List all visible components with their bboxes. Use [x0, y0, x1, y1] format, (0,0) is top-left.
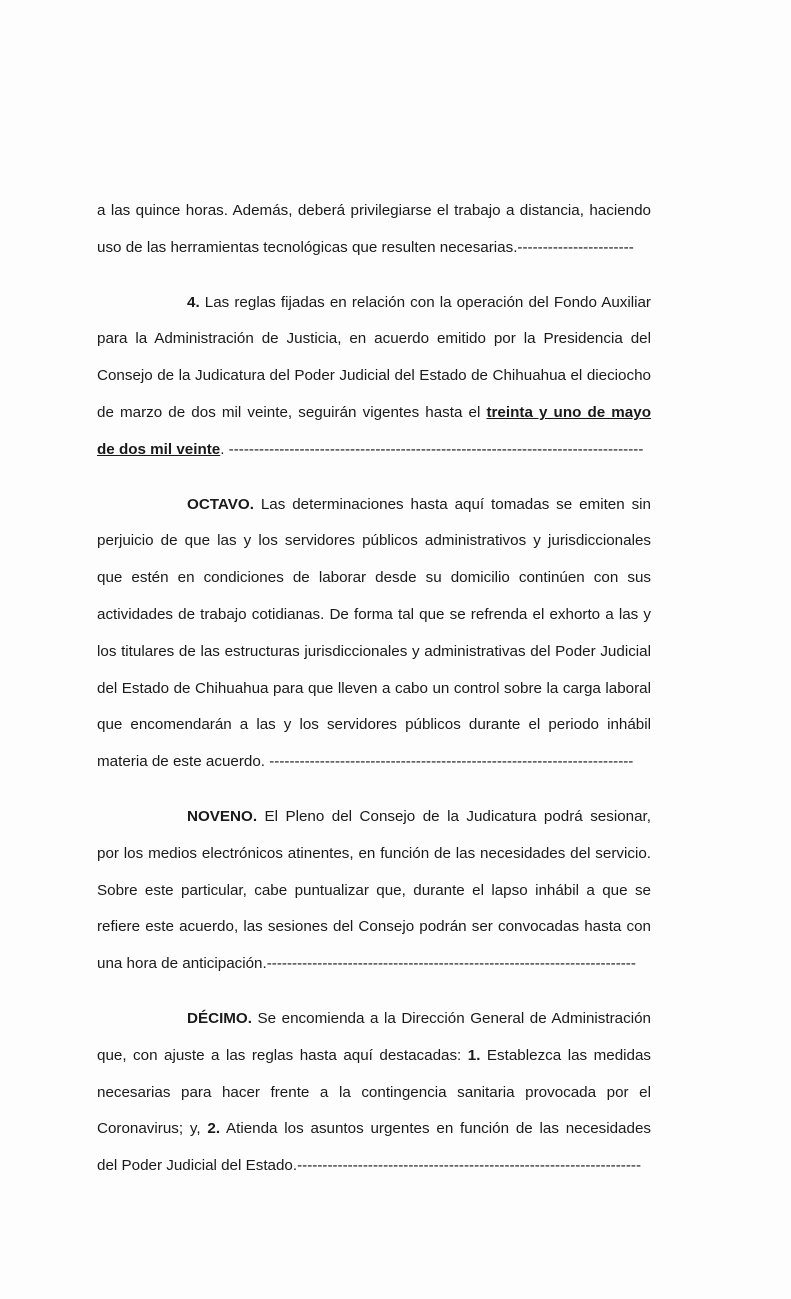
- text-span: El Pleno del Consejo de la Judicatura podrá sesionar,: [257, 807, 651, 825]
- text-line: del Poder Judicial del Estado.--------------------------------------------------------------------: [97, 1157, 642, 1175]
- text-span: que, con ajuste a las reglas hasta aquí destacadas:: [97, 1046, 468, 1064]
- text-span: Las reglas fijadas en relación con la operación del Fondo Auxiliar: [199, 293, 651, 311]
- text-line: [97, 291, 651, 328]
- emphasized-date: treinta y uno de mayo: [486, 403, 651, 421]
- text-line: actividades de trabajo cotidianas. De forma tal que se refrenda el exhorto a las y: [97, 605, 651, 623]
- text-line: [97, 401, 651, 438]
- text-line: una hora de anticipación.-------------------------------------------------------------------------: [97, 955, 636, 973]
- text-line: materia de este acuerdo. ------------------------------------------------------------------------: [97, 753, 634, 771]
- text-line: [97, 438, 651, 475]
- text-line: uso de las herramientas tecnológicas que resulten necesarias.-----------------------: [97, 238, 634, 256]
- text-line: a las quince horas. Además, deberá privilegiarse el trabajo a distancia, haciendo: [97, 202, 651, 219]
- text-line: [97, 1007, 651, 1044]
- text-line: [97, 493, 651, 530]
- text-line: Consejo de la Judicatura del Poder Judicial del Estado de Chihuahua el dieciocho: [97, 367, 651, 385]
- text-line: que estén en condiciones de laborar desde su domicilio continúen con sus: [97, 569, 651, 587]
- paragraph-point-4: [97, 291, 651, 475]
- paragraph-octavo: [97, 493, 651, 787]
- text-line: los titulares de las estructuras jurisdiccionales y administrativas del Poder Judicial: [97, 642, 651, 660]
- text-span: Se encomienda a la Dirección General de Administración: [251, 1009, 651, 1027]
- text-line: [97, 805, 651, 842]
- section-heading: DÉCIMO.: [187, 1009, 252, 1027]
- text-span: Coronavirus; y,: [97, 1120, 208, 1138]
- text-line: [97, 1117, 651, 1154]
- text-span: de marzo de dos mil veinte, seguirán vigentes hasta el: [97, 403, 487, 421]
- document-body: [97, 199, 651, 1191]
- point-number: 4.: [187, 293, 200, 311]
- paragraph-continuation: [97, 199, 651, 273]
- text-line: perjuicio de que las y los servidores públicos administrativos y jurisdiccionales: [97, 532, 651, 550]
- text-line: para la Administración de Justicia, en acuerdo emitido por la Presidencia del: [97, 330, 651, 348]
- paragraph-decimo: [97, 1007, 651, 1191]
- text-line: refiere este acuerdo, las sesiones del Consejo podrán ser convocadas hasta con: [97, 918, 651, 936]
- text-line: que encomendarán a las y los servidores públicos durante el periodo inhábil: [97, 716, 651, 734]
- text-span: Las determinaciones hasta aquí tomadas se emiten sin: [253, 495, 651, 513]
- emphasized-date: de dos mil veinte: [97, 440, 221, 458]
- item-number: 2.: [207, 1120, 221, 1138]
- text-line: por los medios electrónicos atinentes, en función de las necesidades del servicio.: [97, 844, 651, 862]
- text-line: [97, 1044, 651, 1081]
- text-line: necesarias para hacer frente a la contingencia sanitaria provocada por el: [97, 1083, 651, 1101]
- text-line: Sobre este particular, cabe puntualizar que, durante el lapso inhábil a que se: [97, 881, 651, 899]
- text-span: Establezca las medidas: [480, 1046, 651, 1064]
- section-heading: OCTAVO.: [187, 495, 254, 513]
- text-line: del Estado de Chihuahua para que lleven a cabo un control sobre la carga laboral: [97, 679, 651, 697]
- text-span: . ----------------------------------------------------------------------------------: [220, 440, 644, 458]
- section-heading: NOVENO.: [187, 807, 258, 825]
- paragraph-noveno: [97, 805, 651, 989]
- text-span: Atienda los asuntos urgentes en función de las necesidades: [220, 1120, 651, 1138]
- item-number: 1.: [467, 1046, 481, 1064]
